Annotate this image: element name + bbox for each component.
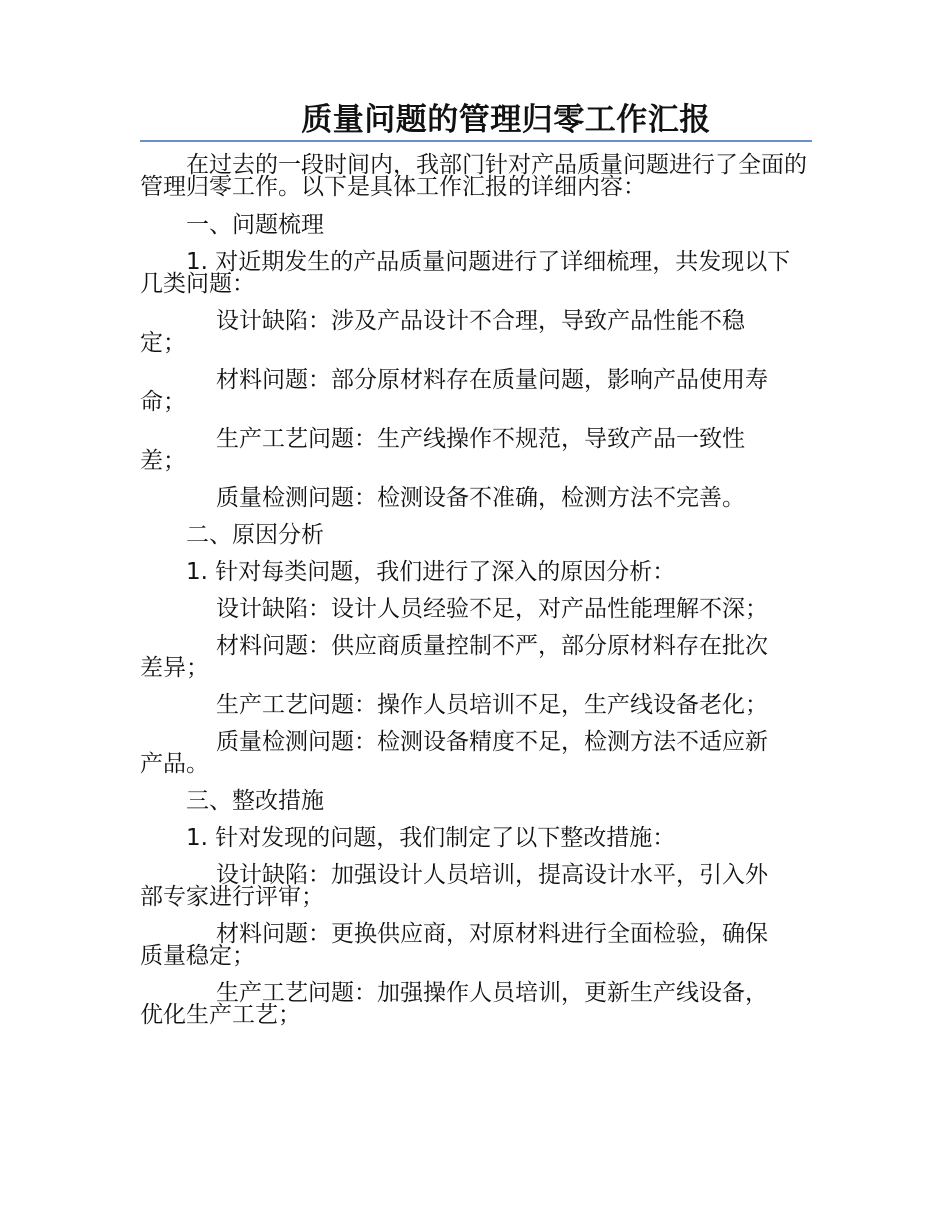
list-item: 生产工艺问题：加强操作人员培训，更新生产线设备，优化生产工艺； (140, 980, 768, 1028)
list-item: 设计缺陷：涉及产品设计不合理，导致产品性能不稳定； (140, 308, 745, 356)
list-item: 质量检测问题：检测设备精度不足，检测方法不适应新产品。 (140, 729, 768, 777)
list-item: 生产工艺问题：生产线操作不规范，导致产品一致性差； (140, 426, 745, 474)
section-lead: 1. 对近期发生的产品质量问题进行了详细梳理，共发现以下几类问题： (140, 249, 791, 297)
section-heading-problem-review: 一、问题梳理 (186, 212, 324, 238)
list-item: 生产工艺问题：操作人员培训不足，生产线设备老化； (216, 692, 768, 718)
section-heading-cause-analysis: 二、原因分析 (186, 522, 324, 548)
document-title: 质量问题的管理归零工作汇报 (301, 102, 711, 138)
section-lead: 1. 针对每类问题，我们进行了深入的原因分析： (186, 559, 676, 585)
list-item: 质量检测问题：检测设备不准确，检测方法不完善。 (216, 485, 745, 511)
list-item: 材料问题：部分原材料存在质量问题，影响产品使用寿命； (140, 367, 768, 415)
section-lead: 1. 针对发现的问题，我们制定了以下整改措施： (186, 825, 676, 851)
list-item: 设计缺陷：加强设计人员培训，提高设计水平，引入外部专家进行评审； (140, 862, 768, 910)
list-item: 材料问题：供应商质量控制不严，部分原材料存在批次差异； (140, 633, 768, 681)
document-page (140, 100, 812, 1041)
title-underline (140, 140, 812, 142)
section-heading-corrective-measures: 三、整改措施 (186, 788, 324, 814)
list-item: 材料问题：更换供应商，对原材料进行全面检验，确保质量稳定； (140, 921, 768, 969)
list-item: 设计缺陷：设计人员经验不足，对产品性能理解不深； (216, 596, 768, 622)
intro-paragraph: 在过去的一段时间内，我部门针对产品质量问题进行了全面的管理归零工作。以下是具体工作汇报的详细内容： (140, 152, 807, 200)
